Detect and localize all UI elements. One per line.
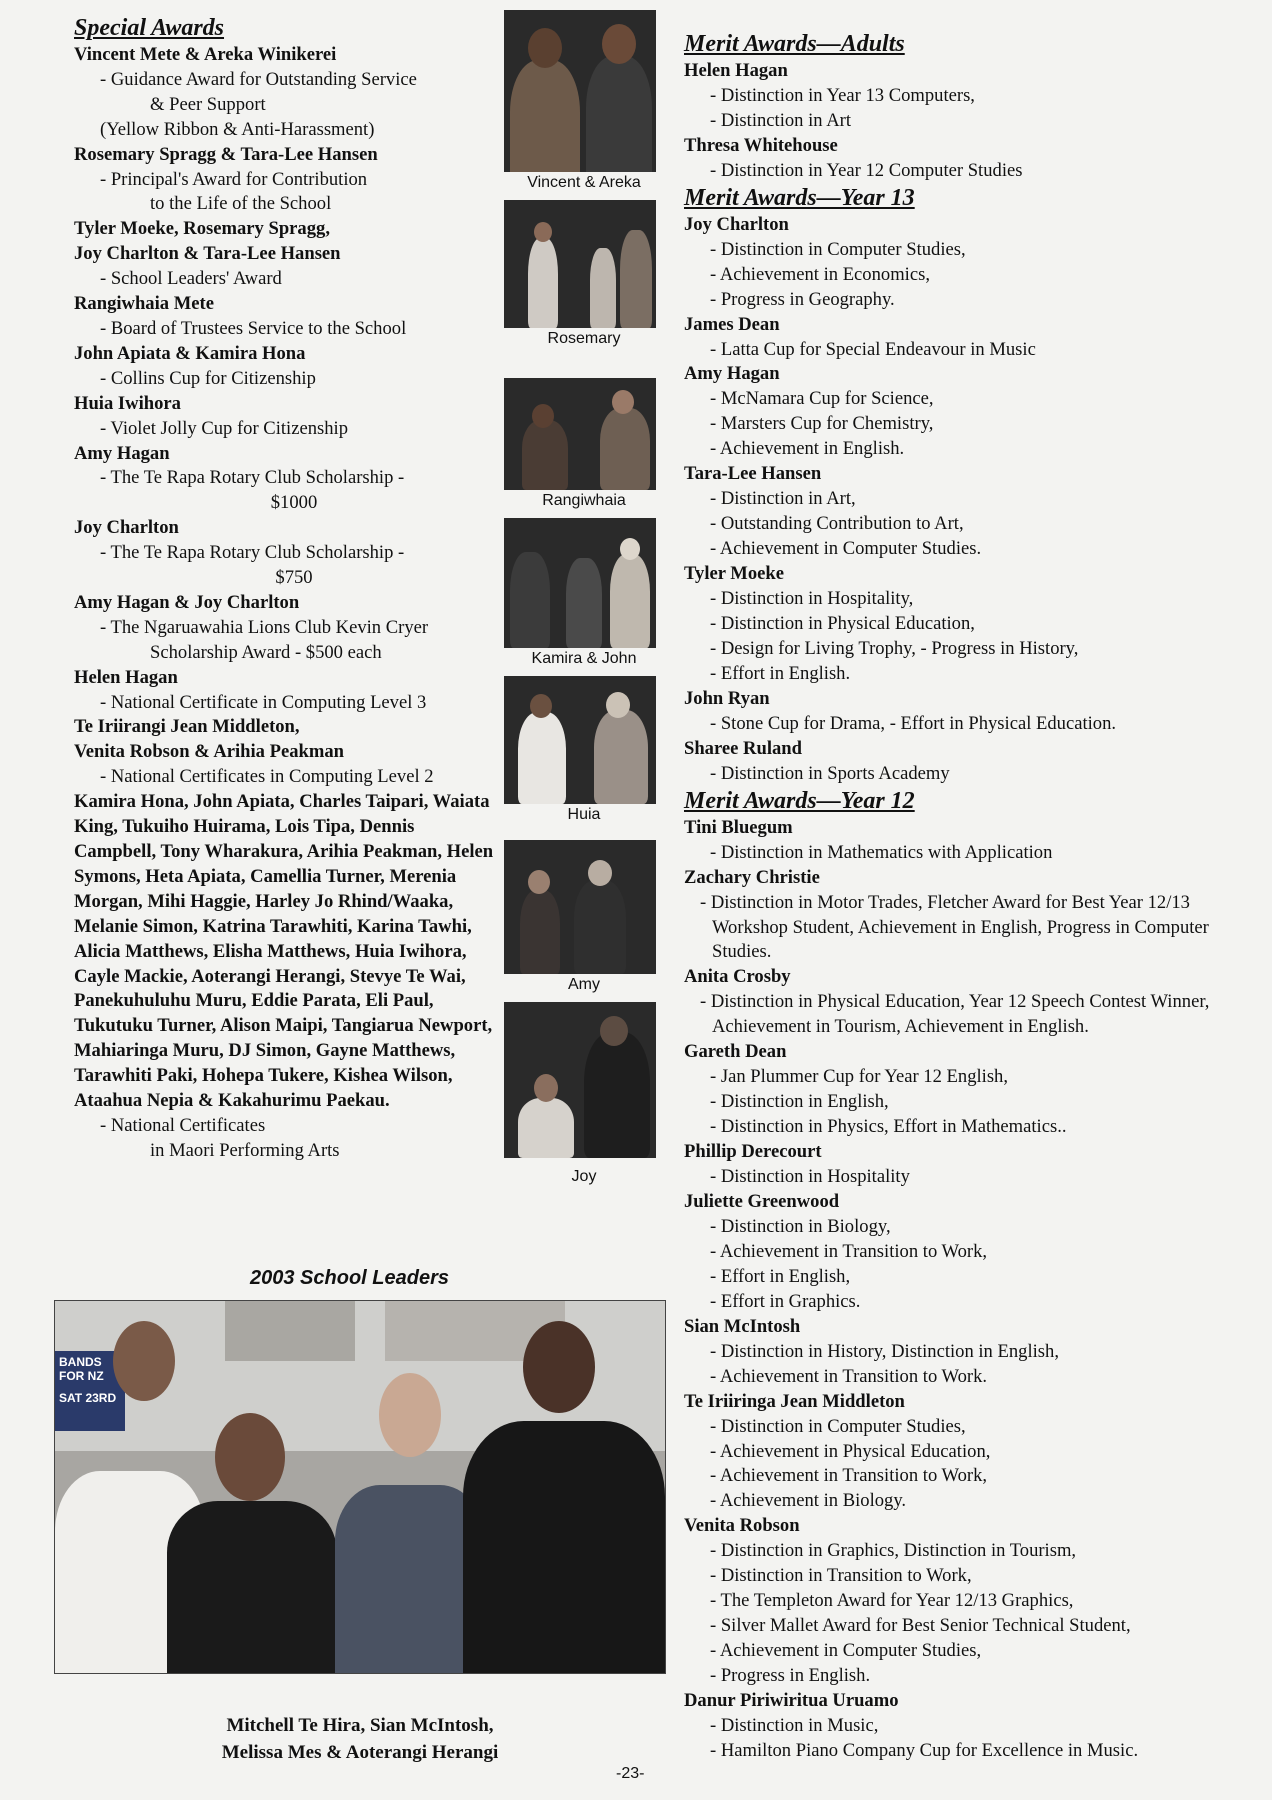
caption-rangiwhaia: Rangiwhaia — [542, 492, 626, 509]
poster-text-2: SAT 23RD — [59, 1391, 117, 1405]
recipient-name: Te Iriiringa Jean Middleton — [684, 1390, 905, 1412]
award-line: - Silver Mallet Award for Best Senior Technical Student, — [710, 1615, 1131, 1637]
maori-performing-arts-award — [74, 1114, 494, 1164]
special-awards-heading: Special Awards — [74, 15, 225, 41]
award-line: - Distinction in English, — [710, 1091, 889, 1113]
award-line: - Effort in Graphics. — [710, 1290, 861, 1312]
award-line: - Achievement in Transition to Work. — [710, 1365, 988, 1387]
special-awards-list — [74, 43, 494, 790]
photo-rosemary — [504, 200, 656, 328]
award-line: - Design for Living Trophy, - Progress in History, — [710, 637, 1079, 659]
caption-amy: Amy — [568, 976, 600, 993]
page-number: -23- — [616, 1765, 645, 1782]
award-line: - Achievement in Transition to Work, — [710, 1465, 988, 1487]
award-line: to the Life of the School — [150, 193, 332, 215]
award-line: - Distinction in Year 13 Computers, — [710, 84, 975, 106]
school-leaders-caption-line1: Mitchell Te Hira, Sian McIntosh, — [226, 1715, 494, 1736]
recipient-name: Amy Hagan — [684, 363, 780, 385]
award-line: - Latta Cup for Special Endeavour in Music — [710, 338, 1036, 360]
recipient-name: Amy Hagan & Joy Charlton — [74, 591, 300, 613]
photo-joy — [504, 1002, 656, 1158]
recipient-name: Amy Hagan — [74, 442, 170, 464]
award-line: - Achievement in Physical Education, — [710, 1440, 991, 1462]
award-line: - Distinction in Motor Trades, Fletcher Award for Best Year 12/13 Workshop Student, Achievement in English, Progress in Computer Studies. — [700, 891, 1209, 963]
award-line: - McNamara Cup for Science, — [710, 388, 934, 410]
caption-kamira-john: Kamira & John — [531, 650, 637, 667]
award-line: - National Certificate in Computing Level 3 — [100, 691, 427, 713]
recipient-name: Helen Hagan — [684, 60, 788, 81]
recipient-name: Tara-Lee Hansen — [684, 463, 822, 485]
recipient-name: Rangiwhaia Mete — [74, 293, 214, 315]
recipient-name: Phillip Derecourt — [684, 1141, 822, 1163]
award-line: & Peer Support — [150, 93, 266, 115]
recipient-name: Te Iriirangi Jean Middleton, — [74, 716, 300, 738]
award-line: - Principal's Award for Contribution — [100, 168, 368, 190]
award-line: - Distinction in Sports Academy — [710, 762, 950, 784]
award-line: - Stone Cup for Drama, - Effort in Physical Education. — [710, 712, 1117, 734]
caption-rosemary: Rosemary — [547, 330, 621, 347]
award-line: - National Certificates — [100, 1114, 266, 1136]
award-line: - Collins Cup for Citizenship — [100, 367, 316, 389]
award-line: - Distinction in Physical Education, — [710, 613, 975, 635]
merit-awards-heading: Merit Awards—Year 13 — [684, 184, 915, 211]
award-line: - The Ngaruawahia Lions Club Kevin Cryer — [100, 616, 429, 638]
recipient-name: Joy Charlton & Tara-Lee Hansen — [74, 243, 341, 265]
school-leaders-title: 2003 School Leaders — [250, 1267, 449, 1289]
school-leaders-photo — [54, 1300, 666, 1674]
award-line: - Guidance Award for Outstanding Service — [100, 68, 417, 90]
caption-joy: Joy — [571, 1168, 597, 1185]
recipient-name: Tyler Moeke — [684, 563, 784, 585]
recipient-name: Sian McIntosh — [684, 1315, 801, 1337]
award-line: - Progress in English. — [710, 1665, 871, 1687]
award-line: $1000 — [270, 492, 318, 514]
recipient-name: Helen Hagan — [74, 666, 178, 688]
award-line: - Distinction in Hospitality, — [710, 588, 914, 610]
merit-awards-heading: Merit Awards—Year 12 — [684, 787, 915, 814]
award-line: - Distinction in Graphics, Distinction in Tourism, — [710, 1540, 1077, 1562]
award-line: - Achievement in English. — [710, 438, 905, 460]
award-line: - The Te Rapa Rotary Club Scholarship - — [100, 467, 405, 489]
award-line: - Hamilton Piano Company Cup for Excellence in Music. — [710, 1739, 1139, 1761]
award-line: - Achievement in Computer Studies. — [710, 538, 982, 560]
award-line: Scholarship Award - $500 each — [150, 641, 382, 663]
recipient-name: Rosemary Spragg & Tara-Lee Hansen — [74, 143, 378, 165]
special-awards-column — [74, 14, 494, 1164]
recipient-name: Joy Charlton — [684, 213, 789, 235]
caption-huia: Huia — [567, 806, 601, 823]
photo-huia — [504, 676, 656, 804]
award-line: - Distinction in Hospitality — [710, 1166, 910, 1188]
school-leaders-caption-line2: Melissa Mes & Aoterangi Herangi — [221, 1742, 499, 1763]
award-line: - School Leaders' Award — [100, 268, 282, 290]
photo-vincent-areka — [504, 10, 656, 172]
award-line: - Achievement in Computer Studies, — [710, 1640, 982, 1662]
award-line: - The Templeton Award for Year 12/13 Graphics, — [710, 1590, 1074, 1612]
award-line: - Achievement in Economics, — [710, 263, 930, 285]
recipient-name: Juliette Greenwood — [684, 1190, 840, 1212]
award-line: - Progress in Geography. — [710, 288, 895, 310]
award-line: - Distinction in Art — [710, 109, 851, 131]
merit-awards-sections — [684, 30, 1256, 1764]
recipient-name: John Apiata & Kamira Hona — [74, 342, 306, 364]
photo-rangiwhaia — [504, 378, 656, 490]
photo-kamira-john — [504, 518, 656, 648]
award-line: - Distinction in Transition to Work, — [710, 1565, 972, 1587]
award-line: - Board of Trustees Service to the School — [100, 317, 407, 339]
recipient-name: Vincent Mete & Areka Winikerei — [74, 44, 337, 65]
award-line: - Distinction in Physical Education, Year 12 Speech Contest Winner, Achievement in Tourism, Achievement in English. — [700, 991, 1210, 1038]
award-line: - National Certificates in Computing Level 2 — [100, 766, 434, 788]
school-leaders-caption — [180, 1712, 540, 1766]
award-line: - Distinction in Mathematics with Application — [710, 841, 1053, 863]
award-line: - Distinction in Physics, Effort in Mathematics.. — [710, 1116, 1067, 1138]
maori-performing-arts-recipients: Kamira Hona, John Apiata, Charles Taipari, Waiata King, Tukuiho Huirama, Lois Tipa, Dennis Campbell, Tony Wharakura, Arihia Peakman, Helen Symons, Heta Apiata, Camellia Turner, Merenia Morgan, Mihi Haggie, Harley Jo Rhind/Waaka, Melanie Simon, Katrina Tarawhiti, Karina Tawhi, Alicia Matthews, Elisha Matthews, Huia Iwihora, Cayle Mackie, Aoterangi Herangi, Stevye Te Wai, Panekuhuluhu Muru, Eddie Parata, Eli Paul, Tukutuku Turner, Alison Maipi, Tangiarua Newport, Mahiaringa Muru, DJ Simon, Gayne Matthews, Tarawhiti Paki, Hohepa Tukere, Kishea Wilson, Ataahua Nepia & Kakahurimu Paekau. — [74, 791, 494, 1112]
award-line: - The Te Rapa Rotary Club Scholarship - — [100, 542, 405, 564]
recipient-name: Tyler Moeke, Rosemary Spragg, — [74, 218, 330, 240]
award-line: - Violet Jolly Cup for Citizenship — [100, 417, 348, 439]
recipient-name: Thresa Whitehouse — [684, 134, 838, 156]
award-line: - Distinction in History, Distinction in English, — [710, 1340, 1059, 1362]
award-line: - Distinction in Year 12 Computer Studies — [710, 159, 1023, 181]
award-line: - Effort in English, — [710, 1265, 851, 1287]
award-line: - Distinction in Computer Studies, — [710, 1415, 966, 1437]
award-line: $750 — [275, 567, 313, 589]
award-line: in Maori Performing Arts — [150, 1139, 340, 1161]
recipient-name: Huia Iwihora — [74, 392, 181, 414]
award-line: (Yellow Ribbon & Anti-Harassment) — [100, 118, 375, 140]
award-line: - Effort in English. — [710, 662, 851, 684]
photo-amy — [504, 840, 656, 974]
recipient-name: James Dean — [684, 313, 780, 335]
recipient-name: Venita Robson & Arihia Peakman — [74, 741, 344, 763]
recipient-name: Zachary Christie — [684, 866, 820, 888]
recipient-name: Joy Charlton — [74, 517, 179, 539]
merit-awards-heading: Merit Awards—Adults — [684, 31, 905, 57]
recipient-name: Tini Bluegum — [684, 816, 793, 838]
award-line: - Distinction in Art, — [710, 488, 856, 510]
award-line: - Distinction in Biology, — [710, 1215, 891, 1237]
award-line: - Outstanding Contribution to Art, — [710, 513, 964, 535]
poster-text-1: BANDS FOR NZ — [59, 1355, 104, 1383]
recipient-name: Anita Crosby — [684, 966, 791, 988]
award-line: - Distinction in Music, — [710, 1715, 879, 1736]
recipient-name: Sharee Ruland — [684, 737, 802, 759]
award-line: - Jan Plummer Cup for Year 12 English, — [710, 1066, 1008, 1088]
recipient-name: Gareth Dean — [684, 1041, 787, 1063]
award-line: - Achievement in Transition to Work, — [710, 1240, 988, 1262]
award-photos-column — [504, 10, 664, 1190]
award-line: - Achievement in Biology. — [710, 1490, 907, 1512]
recipient-name: Danur Piriwiritua Uruamo — [684, 1690, 899, 1712]
recipient-name: Venita Robson — [684, 1515, 800, 1537]
recipient-name: John Ryan — [684, 687, 770, 709]
merit-awards-column — [684, 30, 1256, 1764]
award-line: - Marsters Cup for Chemistry, — [710, 413, 934, 435]
caption-vincent-areka: Vincent & Areka — [527, 174, 641, 191]
award-line: - Distinction in Computer Studies, — [710, 238, 966, 260]
